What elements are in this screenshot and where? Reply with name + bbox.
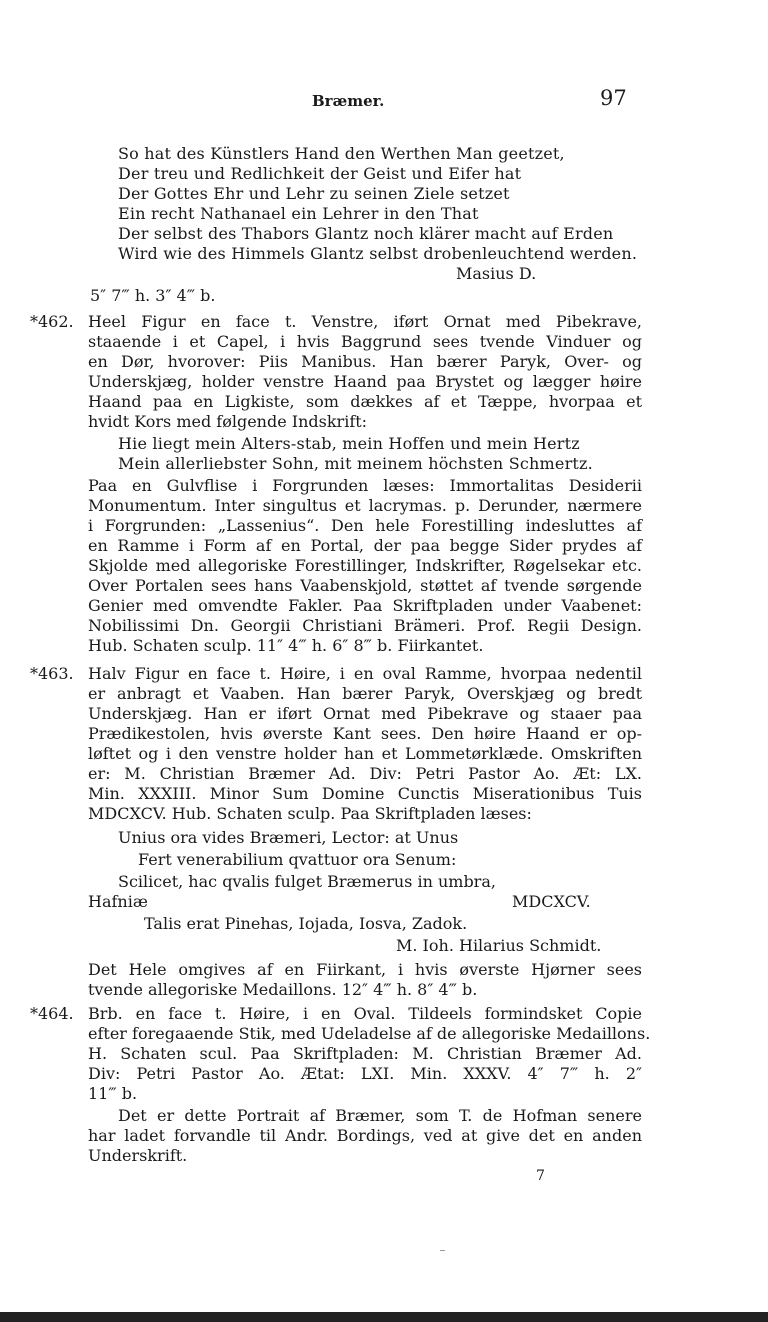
entry-line: Hub. Schaten sculp. 11″ 4‴ h. 6″ 8‴ b. Fiirkantet.: [88, 636, 484, 655]
entry-line: Underskjæg. Han er iført Ornat med Pibekrave og staaer paa: [88, 704, 642, 723]
entry-line: en Dør, hvorover: Piis Manibus. Han bærer Paryk, Over- og: [88, 352, 642, 371]
entry-number: *463.: [30, 664, 74, 683]
poem-line: Ein recht Nathanael ein Lehrer in den That: [118, 204, 479, 223]
entry-line: Underskjæg, holder venstre Haand paa Brystet og lægger høire: [88, 372, 642, 391]
poem-line: Der treu und Redlichkeit der Geist und Eifer hat: [118, 164, 522, 183]
verse-line: Hie liegt mein Alters-stab, mein Hoffen und mein Hertz: [118, 434, 580, 453]
entry-line: løftet og i den venstre holder han et Lommetørklæde. Omskriften: [88, 744, 642, 763]
entry-line: Skjolde med allegoriske Forestillinger, Indskrifter, Røgelsekar etc.: [88, 556, 642, 575]
signature-mark: 7: [536, 1168, 545, 1184]
entry-line: er: M. Christian Bræmer Ad. Div: Petri Pastor Ao. Æt: LX.: [88, 764, 642, 783]
entry-line: Min. XXXIII. Minor Sum Domine Cunctis Miserationibus Tuis: [88, 784, 642, 803]
entry-line: er anbragt et Vaaben. Han bærer Paryk, Overskjæg og bredt: [88, 684, 642, 703]
entry-line: Paa en Gulvflise i Forgrunden læses: Immortalitas Desiderii: [88, 476, 642, 495]
entry-line: en Ramme i Form af en Portal, der paa begge Sider prydes af: [88, 536, 642, 555]
entry-line: hvidt Kors med følgende Indskrift:: [88, 412, 368, 431]
entry-line: 11‴ b.: [88, 1084, 138, 1103]
entry-line: Over Portalen sees hans Vaabenskjold, støttet af tvende sørgende: [88, 576, 642, 595]
verse-year: MDCXCV.: [512, 892, 591, 911]
page-speck: [440, 1250, 445, 1251]
verse-line: Scilicet, hac qvalis fulget Bræmerus in umbra,: [118, 872, 496, 891]
page-number: 97: [600, 86, 627, 110]
entry-line: tvende allegoriske Medaillons. 12″ 4‴ h. 8″ 4‴ b.: [88, 980, 478, 999]
poem-line: Wird wie des Himmels Glantz selbst drobenleuchtend werden.: [118, 244, 638, 263]
poem-line: So hat des Künstlers Hand den Werthen Man geetzet,: [118, 144, 565, 163]
entry-line: efter foregaaende Stik, med Udeladelse af de allegoriske Medaillons.: [88, 1024, 651, 1043]
entry-line: Monumentum. Inter singultus et lacrymas. p. Derunder, nærmere: [88, 496, 642, 515]
poem-signature: Masius D.: [456, 264, 537, 283]
entry-line: Underskrift.: [88, 1146, 188, 1165]
running-header: [0, 86, 768, 110]
entry-line: Nobilissimi Dn. Georgii Christiani Brämeri. Prof. Regii Design.: [88, 616, 642, 635]
entry-number: *464.: [30, 1004, 74, 1023]
entry-line: Det Hele omgives af en Fiirkant, i hvis øverste Hjørner sees: [88, 960, 642, 979]
verse-signature: M. Ioh. Hilarius Schmidt.: [396, 936, 602, 955]
page-title: Bræmer.: [312, 92, 385, 110]
poem-line: Der selbst des Thabors Glantz noch klärer macht auf Erden: [118, 224, 614, 243]
entry-line: Halv Figur en face t. Høire, i en oval Ramme, hvorpaa nedentil: [88, 664, 642, 683]
entry-line: MDCXCV. Hub. Schaten sculp. Paa Skriftpladen læses:: [88, 804, 532, 823]
entry-line: Genier med omvendte Fakler. Paa Skriftpladen under Vaabenet:: [88, 596, 642, 615]
entry-line: Div: Petri Pastor Ao. Ætat: LXI. Min. XXXV. 4″ 7‴ h. 2″: [88, 1064, 642, 1083]
verse-line: Mein allerliebster Sohn, mit meinem höchsten Schmertz.: [118, 454, 593, 473]
entry-line: Prædikestolen, hvis øverste Kant sees. Den høire Haand er op-: [88, 724, 642, 743]
size-line: 5″ 7‴ h. 3″ 4‴ b.: [90, 286, 216, 305]
entry-line: Haand paa en Ligkiste, som dækkes af et Tæppe, hvorpaa et: [88, 392, 642, 411]
entry-line: H. Schaten scul. Paa Skriftpladen: M. Christian Bræmer Ad.: [88, 1044, 642, 1063]
verse-place: Hafniæ: [88, 892, 148, 911]
entry-line: Det er dette Portrait af Bræmer, som T. de Hofman senere: [118, 1106, 642, 1125]
verse-line: Unius ora vides Bræmeri, Lector: at Unus: [118, 828, 459, 847]
entry-number: *462.: [30, 312, 74, 331]
verse-line: Talis erat Pinehas, Iojada, Iosva, Zadok.: [144, 914, 468, 933]
scan-edge-bar: [0, 1312, 768, 1322]
entry-line: staaende i et Capel, i hvis Baggrund sees tvende Vinduer og: [88, 332, 642, 351]
entry-line: Heel Figur en face t. Venstre, iført Ornat med Pibekrave,: [88, 312, 642, 331]
entry-line: har ladet forvandle til Andr. Bordings, ved at give det en anden: [88, 1126, 642, 1145]
poem-line: Der Gottes Ehr und Lehr zu seinen Ziele setzet: [118, 184, 510, 203]
entry-line: i Forgrunden: „Lassenius“. Den hele Forestilling indesluttes af: [88, 516, 642, 535]
verse-line: Fert venerabilium qvattuor ora Senum:: [138, 850, 457, 869]
entry-line: Brb. en face t. Høire, i en Oval. Tildeels formindsket Copie: [88, 1004, 642, 1023]
